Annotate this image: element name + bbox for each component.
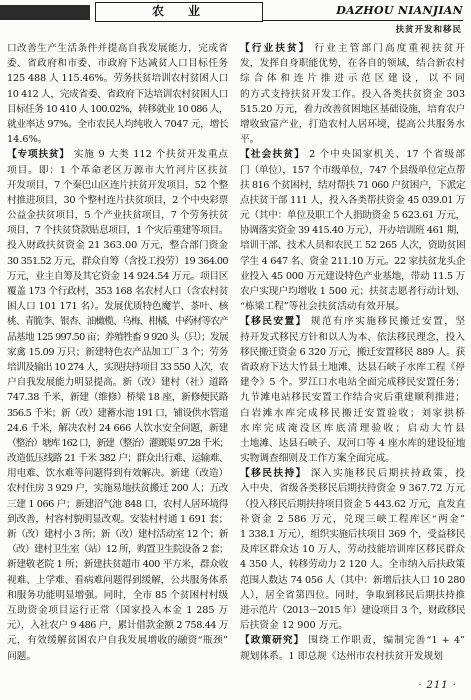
text-line: 开发项目，7 个秦巴山区连片扶贫开发项目，52 个整 — [7, 179, 228, 191]
text-line: 规划体系。1 即总规《达州市农村扶贫开发规划 — [240, 650, 443, 662]
text-line-content: 深入实施移民后期扶持政策，投 — [310, 468, 465, 480]
text-line: 515.20 万元，着力改善贫困地区基础设施，培育农户 — [240, 103, 465, 115]
section-heading: 【行业扶贫】 — [240, 43, 311, 54]
journal-title: DAZHOU NIANJIAN — [336, 4, 463, 17]
text-line: 发，发挥自身职能优势，在各自的领域，结合新农村 — [240, 58, 465, 70]
text-line: 建令》5 个。罗江口水电站全面完成移民安置任务； — [240, 377, 465, 389]
text-line — [240, 466, 465, 481]
section-label: 农 业 — [95, 2, 263, 22]
text-line: 视难、上学难、看病难问题得到缓解，公共服务体系 — [7, 574, 228, 586]
text-line: 农村住房 3 929 户，实施易地扶贫搬迁 200 人；五改 — [7, 483, 228, 495]
text-line: 投入财政扶贫资金 21 363.00 万元，整合部门资金 — [7, 240, 228, 252]
text-line: 新建敬老院 1 所；新建扶贫超市 400 平方米，群众收 — [7, 559, 228, 571]
text-line-content: 围绕工作职责，编制完善“1 + 4” — [308, 635, 465, 647]
text-line: （整治）塘库 162 口，新建（整治）灌溉渠 97.28 千米； — [7, 437, 228, 449]
text-line: 进示范片（2013－2015 年）建设项目 3 个，财政移民 — [240, 604, 465, 616]
text-line: 互助资金项目运行正常（国家投入本金 1 285 万 — [7, 604, 228, 616]
text-line: 改造低压线路 21 千米 382 户；群众出行难、运输难、 — [7, 453, 228, 465]
text-line: 30 351.52 万元，群众自筹（含投工投劳）19 364.00 — [7, 255, 228, 267]
text-line: 及库区群众达 10 万人，劳动技能培训库区移民群众 — [240, 544, 465, 556]
text-line: 10 412 人，完成省委、省政府下达培训农村贫困人口 — [7, 88, 228, 100]
text-line: 学生 4 647 名、资金 211.10 万元。22 家扶贫龙头企 — [240, 255, 465, 267]
text-line: 元），入社农户 9 486 户，累计借款金额 2 758.44 万 — [7, 620, 228, 632]
text-line: 培训及输出 10 274 人，实现扶持项目 33 550 人次，农 — [7, 361, 228, 373]
text-line: 扶 816 个贫困村，结对帮扶 71 060 户贫困户，下派定 — [240, 179, 465, 191]
text-line: 新（改）建村小 3 所；新（改）建村活动室 12 个；新 — [7, 529, 228, 540]
text-line: 4 350 人，转移劳动力 2 120 人。全市纳入后扶政策 — [240, 559, 465, 571]
text-line: 综合体和连片推进示范区建设，以不同 — [240, 73, 465, 85]
right-column-paragraph-0 — [240, 41, 465, 147]
text-line: 范围人数达 74 056 人（其中：新增后扶人口 10 280 — [240, 574, 465, 586]
text-line: 委、省政府和市委、市政府下达减贫人口目标任务 — [7, 58, 228, 70]
text-line: 增收致富产业，打造农村人居环境，提高公共服务水 — [240, 118, 465, 130]
section-heading: 【专项扶贫】 — [7, 149, 70, 161]
text-line: “栋梁工程”等社会扶贫活动有效开展。 — [240, 301, 405, 313]
text-line: 白岩滩水库完成移民搬迁安置验收；刘家拱桥 — [240, 407, 465, 419]
text-line: 元，有效缓解贫困农户自我发展增收的融资“瓶颈” — [7, 635, 228, 647]
text-line — [7, 147, 228, 162]
text-line: 的方式支持扶贫开发工作。投入各类扶贫资金 303 — [240, 88, 465, 100]
text-line: 实物调查细则及工作方案全面完成。 — [240, 453, 395, 465]
text-line: 公益金扶贫项目，5 个产业扶贫项目，7 个劳务扶贫 — [7, 210, 228, 222]
text-line: 补资金 2 586 万元，兑现三峡工程库区“两金” — [240, 513, 465, 525]
left-text-column — [7, 41, 228, 664]
text-line-content: 行业主管部门高度重视扶贫开 — [314, 43, 465, 54]
text-line-content: 实施 9 大类 112 个扶贫开发重点 — [73, 149, 228, 161]
text-line: 三建 1 066 户；新建沼气池 848 口，农村人居环境得 — [7, 498, 228, 510]
header-rule — [263, 20, 463, 21]
text-line: 省政府下达大竹县土地滩、达县石峡子水库工程《停 — [240, 361, 465, 373]
text-line: 747.38 千米，新建（维修）桥梁 18 座，新修便民路 — [7, 392, 228, 404]
text-line: 后扶资金 12 900 万元。 — [240, 620, 348, 632]
right-column-paragraph-3 — [240, 466, 465, 633]
text-line: 项目。即：1 个革命老区万源市大竹河片区扶贫 — [7, 164, 228, 176]
text-line: 点扶贫干部 111 人，投入各类帮扶资金 45 039.01 万 — [240, 194, 465, 206]
header-decor-bar — [0, 5, 90, 20]
text-line: 就业率达 97%。全市农民人均纯收入 7047 元，增长 — [7, 118, 228, 130]
text-line: 培训干部、技术人员和农民工 52 265 人次，资助贫困 — [240, 240, 465, 252]
right-text-column — [240, 41, 465, 664]
text-line: 移民搬迁资金 6 320 万元，搬迁安置移民 889 人。获 — [240, 346, 465, 358]
page-number: · 211 · — [418, 680, 457, 691]
left-column-paragraph-0 — [7, 41, 228, 147]
text-line: 口改善生产生活条件并提高自我发展能力，完成省 — [7, 43, 228, 54]
text-line: 万元，业主自筹及其它资金 14 924.54 万元。项目区 — [7, 270, 228, 282]
text-line: 目标任务 10 410 人 100.02%，转移就业 10 086 人， — [7, 103, 228, 115]
text-line: 户自我发展能力明显提高。新（改）建村（社）道路 — [7, 377, 228, 389]
text-line: 村推进项目，30 个整村连片扶贫项目，2 个中央彩票 — [7, 194, 228, 206]
text-line — [240, 147, 465, 162]
section-heading: 【移民安置】 — [240, 316, 307, 328]
right-column-paragraph-2 — [240, 314, 465, 466]
text-line: 土地滩、达县石峡子、双河口等 4 座水库的建设征地 — [240, 437, 465, 449]
text-line: 入中央、省级各类移民后期扶持资金 9 367.72 万元 — [240, 483, 465, 495]
text-line: 持开发式移民方针和以人为本、依法移民理念，投入 — [240, 331, 465, 343]
text-line — [240, 314, 465, 329]
text-line: 九节滩电站移民安置工作结合灾后重建顺利推进； — [240, 392, 465, 404]
text-line-content: 规范有序实施移民搬迁安置，坚 — [310, 316, 465, 328]
text-line: 125 488 人 115.46%。劳务扶贫培训农村贫困人口 — [7, 73, 228, 85]
text-line: 平。 — [240, 134, 260, 146]
text-line: （投入移民后期扶持项目资金 5 443.62 万元，直发直 — [240, 498, 465, 510]
text-line: 品基地 125 997.50 亩；养殖牲畜 9 920 头（只）；发展 — [7, 331, 228, 343]
text-line: 农户实现户均增收 1 500 元；扶贫志愿者行动计划、 — [240, 286, 465, 297]
text-line: 到改善，村容村貌明显改观。安装村村通 1 691 套； — [7, 513, 228, 525]
text-line: 问题。 — [7, 650, 37, 662]
right-column-paragraph-4 — [240, 633, 465, 663]
chapter-title: 扶贫开发和移民 — [395, 25, 462, 35]
text-line: 桃、青脆李、银杏、油橄榄、乌梅、柑橘、中药材等农产 — [7, 316, 228, 328]
text-line — [240, 633, 465, 648]
text-line: 人），居全省第四位。同时，争取到移民后期扶持推 — [240, 589, 465, 601]
text-line-content: 2 个中央国家机关、17 个省级部 — [309, 149, 465, 161]
text-line: 1 338.1 万元），组织实施后扶项目 369 个，受益移民 — [240, 529, 465, 540]
text-line: 困人口 101 171 名）。发展优质特色魔芋、茶叶、核 — [7, 301, 228, 313]
section-heading: 【社会扶贫】 — [240, 149, 306, 161]
text-line: 家禽 15.09 万只；新建特色农产品加工厂 3 个；劳务 — [7, 346, 228, 358]
text-line: 356.5 千米；新（改）建蓄水池 191 口，铺设供水管道 — [7, 407, 228, 419]
text-line: （改）建村卫生室（站）12 所，购置卫生院设备 2 套； — [7, 544, 228, 556]
right-column-paragraph-1 — [240, 147, 465, 314]
text-line: 元（其中：单位及职工个人捐助资金 5 623.61 万元， — [240, 210, 465, 222]
text-line: 用电难、饮水难等问题得到有效解决。新建（改造） — [7, 468, 228, 480]
left-column-paragraph-1 — [7, 147, 228, 663]
text-line: 14.6%。 — [7, 134, 48, 146]
text-line: 水库完成淹没区库底清理验收；启动大竹县 — [240, 422, 465, 434]
text-line: 协调落实资金 39 415.40 万元），开办培训班 461 期， — [240, 225, 465, 237]
text-line — [240, 41, 465, 56]
text-line: 24.6 千米，解决农村 24 666 人饮水安全问题，新建 — [7, 422, 228, 434]
text-line: 业投入 45 000 万元建设特色产业基地，带动 11.5 万 — [240, 270, 465, 282]
text-line: 门（单位），157 个市级单位，747 个县级单位定点帮 — [240, 164, 465, 176]
section-heading: 【政策研究】 — [240, 635, 305, 647]
text-line: 覆盖 173 个行政村，353 168 名农村人口（含农村贫 — [7, 286, 228, 297]
text-line: 项目，7 个扶贫贷款贴息项目，1 个灾后重建等项目。 — [7, 225, 228, 237]
section-heading: 【移民扶持】 — [240, 468, 307, 480]
text-line: 和服务功能明显增强。同时，全市 85 个贫困村村级 — [7, 589, 228, 601]
